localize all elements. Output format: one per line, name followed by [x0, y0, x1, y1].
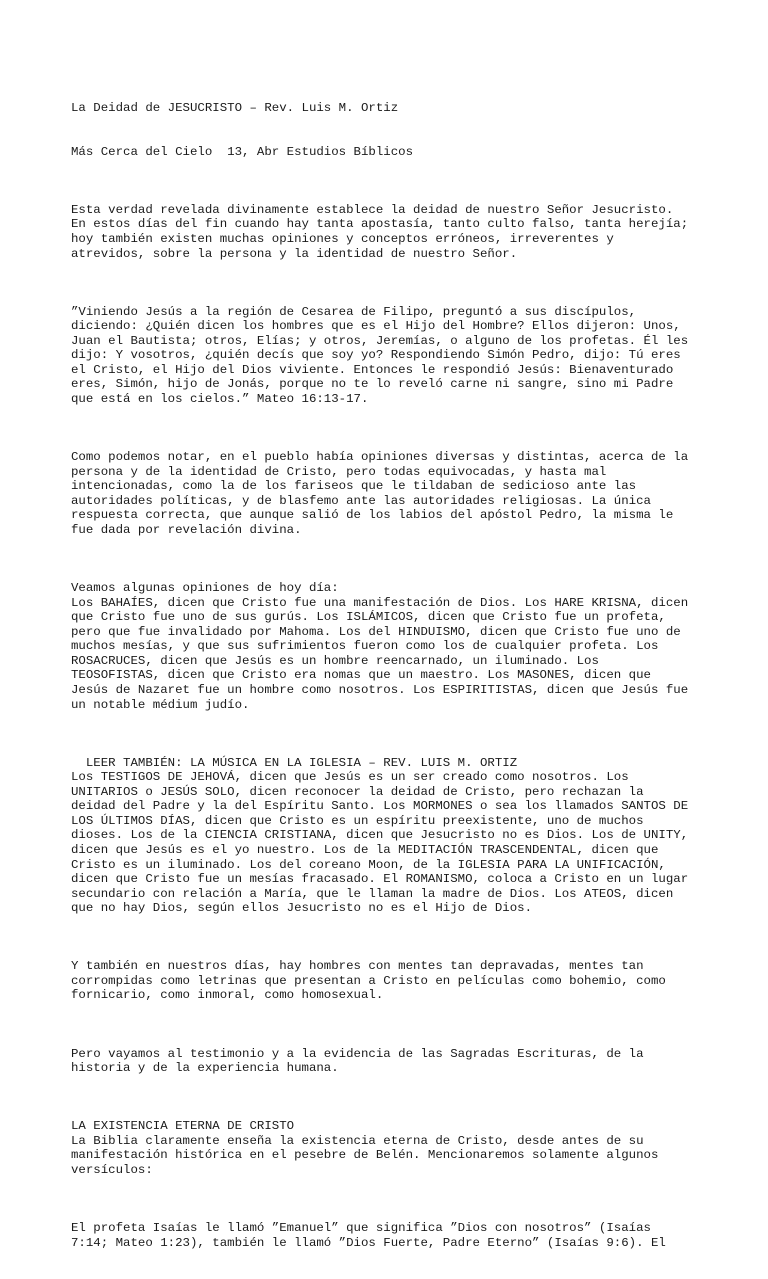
paragraph-opiniones: Como podemos notar, en el pueblo había opiniones diversas y distintas, acerca de la persona y de la identidad de Cristo, pero todas equivocadas, y hasta mal intencionadas, como la de los fariseos que le tildaban de sedicioso ante las autoridades políticas, y de blasfemo ante las autoridades religiosas. La única respuesta correcta, que aunque salió de los labios del apóstol Pedro, la misma le fue dada por revelación divina.: [71, 450, 689, 537]
paragraph-intro: Esta verdad revelada divinamente establece la deidad de nuestro Señor Jesucristo. En estos días del fin cuando hay tanta apostasía, tanto culto falso, tanta herejía; hoy también existen muchas opiniones y conceptos erróneos, irreverentes y atrevidos, sobre la persona y la identidad de nuestro Señor.: [71, 202, 689, 261]
document-title: La Deidad de JESUCRISTO – Rev. Luis M. Ortiz: [71, 101, 399, 116]
paragraph-isaias: El profeta Isaías le llamó ”Emanuel” que significa ”Dios con nosotros” (Isaías 7:14; Mateo 1:23), también le llamó ”Dios Fuerte, Padre Eterno” (Isaías 9:6). El: [71, 1221, 666, 1250]
paragraph-opiniones-hoy: Veamos algunas opiniones de hoy día: Los BAHAÍES, dicen que Cristo fue una manifestación de Dios. Los HARE KRISNA, dicen que Cristo fue uno de sus gurús. Los ISLÁMICOS, dicen que Cristo fue un profeta, pero que fue invalidado por Mahoma. Los del HINDUISMO, dicen que Cristo fue uno de muchos mesías, y que sus sufrimientos fueron como los de cualquier profeta. Los ROSACRUCES, dicen que Jesús es un hombre reencarnado, un iluminado. Los TEOSOFISTAS, dicen que Cristo era nomas que un maestro. Los MASONES, dicen que Jesús de Nazaret fue un hombre como nosotros. Los ESPIRITISTAS, dicen que Jesús fue un notable médium judío.: [71, 581, 689, 712]
paragraph-mentes-depravadas: Y también en nuestros días, hay hombres con mentes tan depravadas, mentes tan corrompidas como letrinas que presentan a Cristo en películas como bohemio, como fornicario, como inmoral, como homosexual.: [71, 959, 666, 1003]
paragraph-existencia-eterna: LA EXISTENCIA ETERNA DE CRISTO La Biblia claramente enseña la existencia eterna de Cristo, desde antes de su manifestación histórica en el pesebre de Belén. Mencionaremos solamente algunos versículos:: [71, 1119, 659, 1178]
paragraph-quote-mateo: ”Viniendo Jesús a la región de Cesarea de Filipo, preguntó a sus discípulos, diciendo: ¿Quién dicen los hombres que es el Hijo del Hombre? Ellos dijeron: Unos, Juan el Bautista; otros, Elías; y otros, Jeremías, o alguno de los profetas. Él les dijo: Y vosotros, ¿quién decís que soy yo? Respondiendo Simón Pedro, dijo: Tú eres el Cristo, el Hijo del Dios viviente. Entonces le respondió Jesús: Bienaventurado eres, Simón, hijo de Jonás, porque no te lo reveló carne ni sangre, sino mi Padre que está en los cielos.” Mateo 16:13-17.: [71, 304, 689, 407]
document-page: [71, 72, 761, 1279]
document-subtitle: Más Cerca del Cielo 13, Abr Estudios Bíblicos: [71, 144, 414, 159]
paragraph-leer-tambien: LEER TAMBIÉN: LA MÚSICA EN LA IGLESIA – REV. LUIS M. ORTIZ Los TESTIGOS DE JEHOVÁ, dicen que Jesús es un ser creado como nosotros. Los UNITARIOS o JESÚS SOLO, dicen reconocer la deidad de Cristo, pero rechazan la deidad del Padre y la del Espíritu Santo. Los MORMONES o sea los llamados SANTOS DE LOS ÚLTIMOS DÍAS, dicen que Cristo es un espíritu preexistente, uno de muchos dioses. Los de la CIENCIA CRISTIANA, dicen que Jesucristo no es Dios. Los de UNITY, dicen que Jesús es el yo nuestro. Los de la MEDITACIÓN TRASCENDENTAL, dicen que Cristo es un iluminado. Los del coreano Moon, de la IGLESIA PARA LA UNIFICACIÓN, dicen que Cristo fue un mesías fracasado. El ROMANISMO, coloca a Cristo en un lugar secundario con relación a María, que le llaman la madre de Dios. Los ATEOS, dicen que no hay Dios, según ellos Jesucristo no es el Hijo de Dios.: [71, 755, 689, 916]
paragraph-testimonio: Pero vayamos al testimonio y a la evidencia de las Sagradas Escrituras, de la historia y de la experiencia humana.: [71, 1046, 644, 1076]
